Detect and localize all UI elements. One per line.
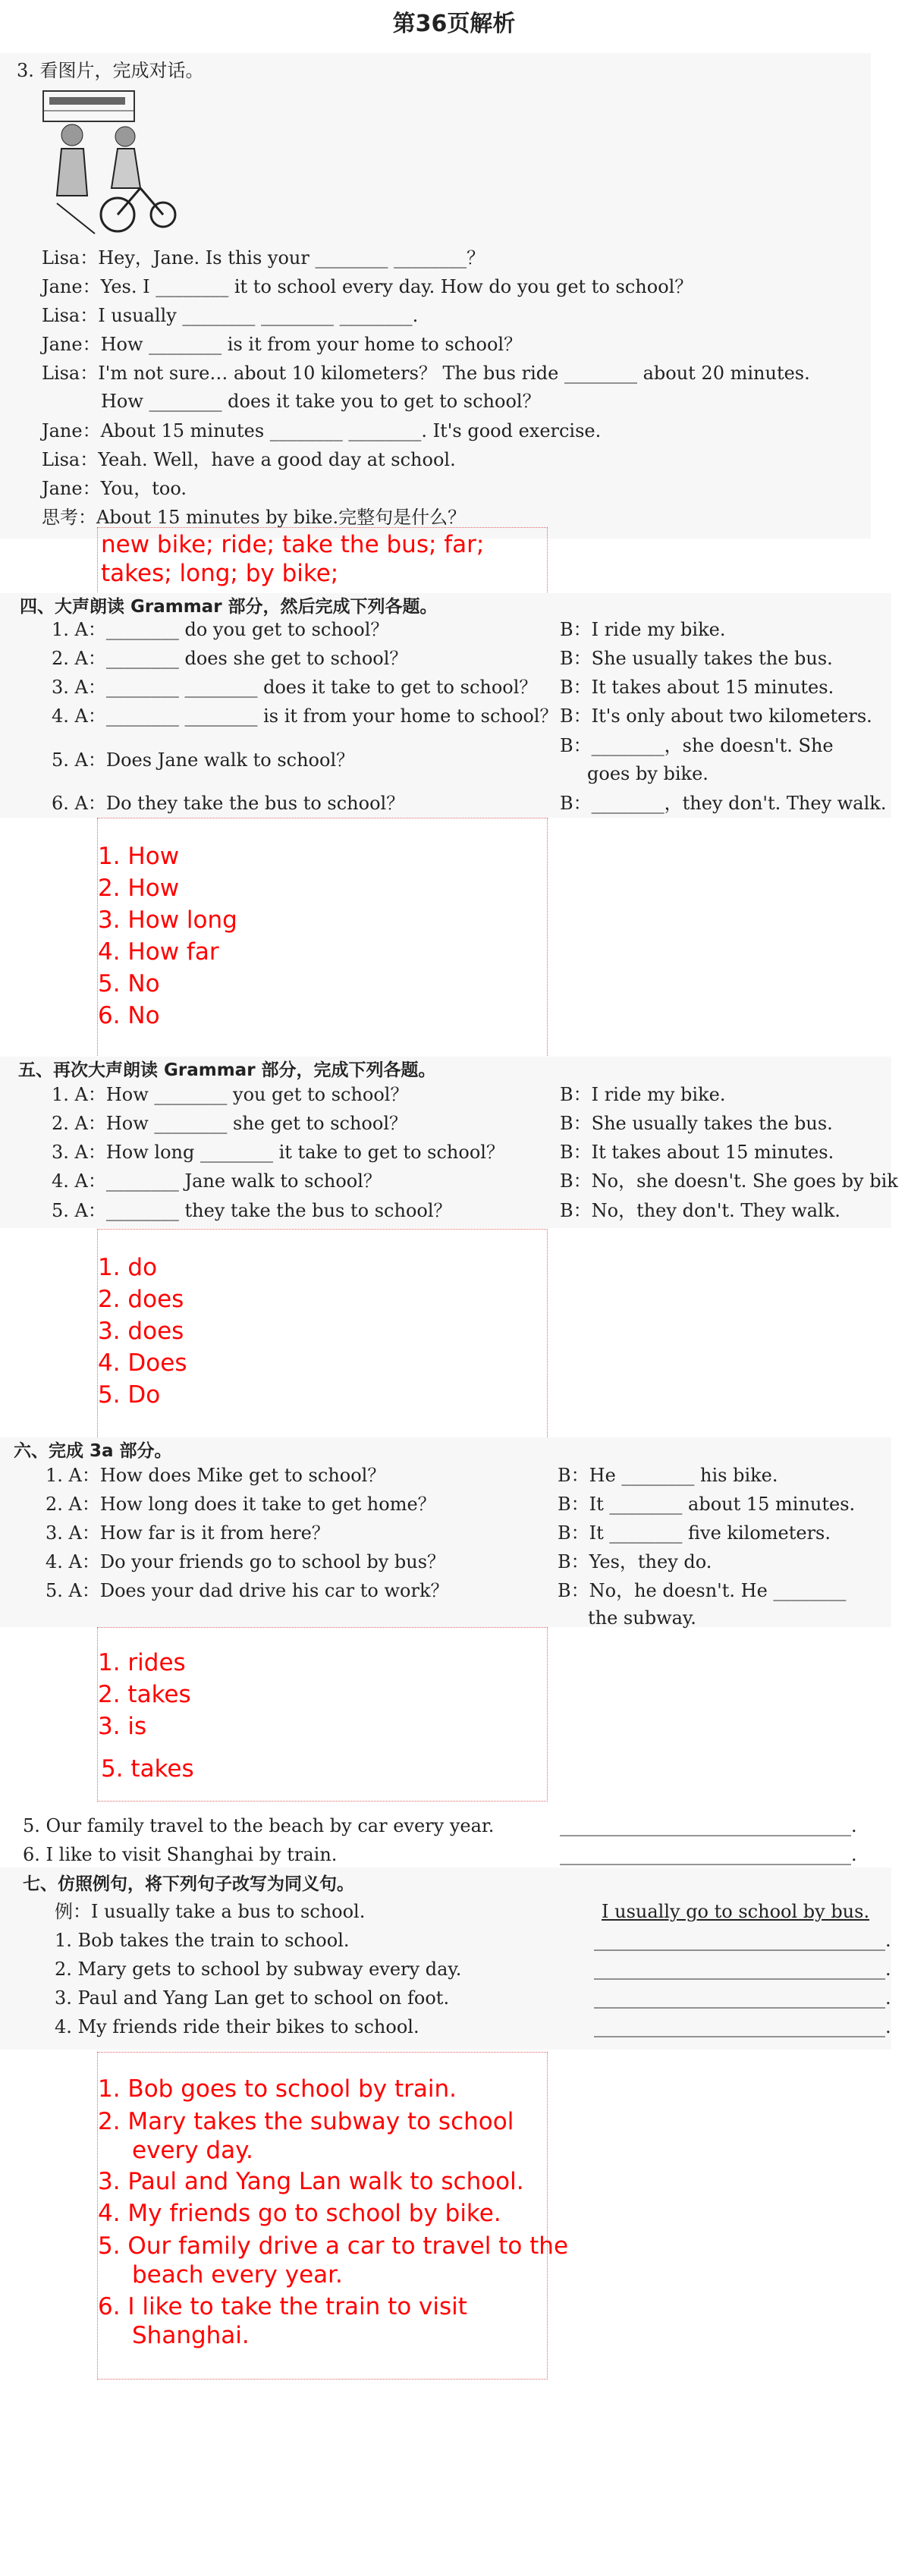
response-line: B：I ride my bike. <box>560 1084 726 1105</box>
response-line: B：No，she doesn't. She goes by bik <box>560 1170 898 1192</box>
answer-box-6 <box>97 1627 548 1802</box>
answer-line: 4. How far <box>98 938 219 966</box>
answer-box-3 <box>97 527 548 594</box>
answer-line: 1. do <box>98 1254 158 1281</box>
dialogue-line: Lisa：I'm not sure… about 10 kilometers？ The bus ride ________ about 20 minutes. <box>42 363 810 384</box>
response-line: B：It takes about 15 minutes. <box>560 677 834 698</box>
question-line: 3. A：________ ________ does it take to get to school？ <box>52 677 538 698</box>
dialogue-line: Jane：Yes. I ________ it to school every day. How do you get to school？ <box>42 276 693 297</box>
response-line: B：I ride my bike. <box>560 619 726 640</box>
question-line: 4. A：________ ________ is it from your home to school？ <box>52 705 558 727</box>
section-3-heading: 3. 看图片，完成对话。 <box>17 60 204 81</box>
answer-box-7 <box>97 2052 569 2380</box>
answer-line: 6. No <box>98 1002 160 1029</box>
response-line: B：________，they don't. They walk. <box>560 793 887 814</box>
question-line: 2. A：How ________ she get to school？ <box>52 1113 407 1134</box>
question-line: 1. A：How does Mike get to school？ <box>46 1465 386 1486</box>
response-line: B：It takes about 15 minutes. <box>560 1142 834 1163</box>
question-line: 2. A：________ does she get to school？ <box>52 648 408 669</box>
question-line: 5. Our family travel to the beach by car every year. <box>23 1815 495 1836</box>
question-line: 1. A：How ________ you get to school？ <box>52 1084 409 1105</box>
answer-line: 4. Does <box>98 1349 187 1377</box>
answer-box-5 <box>97 1229 548 1439</box>
response-line: B：No，they don't. They walk. <box>560 1200 840 1221</box>
answer-line: 3. How long <box>98 906 237 934</box>
answer-line: 6. I like to take the train to visit Shanghai. <box>98 2293 467 2349</box>
question-line: 例：I usually take a bus to school. <box>55 1901 366 1922</box>
response-line: B：________，she doesn't. She <box>560 735 834 756</box>
dialogue-line: Lisa：Hey，Jane. Is this your ________ ________？ <box>42 247 485 269</box>
answer-line: 1. rides <box>98 1649 186 1676</box>
response-line: B：It's only about two kilometers. <box>560 705 872 727</box>
answer-blank: ________________________________. <box>594 1959 891 1980</box>
answer-line: 5. No <box>98 970 160 997</box>
question-line: 1. Bob takes the train to school. <box>55 1930 350 1951</box>
answer-line: 2. How <box>98 875 180 902</box>
section-5-heading: 五、再次大声朗读 Grammar 部分，完成下列各题。 <box>18 1060 436 1080</box>
answer-line: 1. How <box>98 843 180 870</box>
response-line: the subway. <box>588 1607 696 1629</box>
question-line: 4. My friends ride their bikes to school. <box>55 2016 419 2037</box>
section-7-heading: 七、仿照例句，将下列句子改写为同义句。 <box>23 1874 354 1894</box>
question-line: 3. A：How long ________ it take to get to school？ <box>52 1142 504 1163</box>
example-answer: I usually go to school by bus. <box>602 1901 870 1922</box>
page-title: 第36页解析 <box>392 11 516 37</box>
answer-line: 5. Our family drive a car to travel to the beach every year. <box>98 2232 569 2289</box>
answer-line: 3. is <box>98 1713 147 1740</box>
question-line: 4. A：Do your friends go to school by bus？ <box>46 1551 446 1572</box>
thinking-question: 思考：About 15 minutes by bike.完整句是什么？ <box>42 507 467 528</box>
question-line: 3. Paul and Yang Lan get to school on foot. <box>55 1987 450 2009</box>
question-line: 6. I like to visit Shanghai by train. <box>23 1844 338 1865</box>
illustration-girl-on-bike <box>42 90 178 237</box>
answer-blank: ________________________________. <box>594 1987 891 2009</box>
response-line: B：He ________ his bike. <box>558 1465 778 1486</box>
dialogue-line: How ________ does it take you to get to school？ <box>101 391 541 412</box>
dialogue-line: Lisa：Yeah. Well，have a good day at school. <box>42 449 456 470</box>
response-line: B：It ________ five kilometers. <box>558 1522 831 1544</box>
question-line: 5. A：________ they take the bus to school？ <box>52 1200 452 1221</box>
answer-line: 2. Mary takes the subway to school every day. <box>98 2108 514 2164</box>
answer-blank: ________________________________. <box>560 1844 857 1865</box>
answer-line: new bike; ride; take the bus; far; <box>101 531 485 558</box>
question-line: 6. A：Do they take the bus to school？ <box>52 793 405 814</box>
dialogue-line: Lisa：I usually ________ ________ ________. <box>42 305 419 326</box>
question-line: 4. A：________ Jane walk to school？ <box>52 1170 382 1192</box>
section-4-heading: 四、大声朗读 Grammar 部分，然后完成下列各题。 <box>20 597 438 617</box>
answer-line: 1. Bob goes to school by train. <box>98 2075 457 2103</box>
answer-blank: ________________________________. <box>594 2016 891 2037</box>
question-line: 2. A：How long does it take to get home？ <box>46 1494 436 1515</box>
question-line: 5. A：Does Jane walk to school？ <box>52 749 355 771</box>
response-line: B：No，he doesn't. He ________ <box>558 1580 847 1601</box>
answer-line: 2. takes <box>98 1681 191 1708</box>
question-line: 3. A：How far is it from here？ <box>46 1522 330 1544</box>
answer-line: takes; long; by bike; <box>101 560 339 587</box>
answer-blank: ________________________________. <box>594 1930 891 1951</box>
answer-line: 3. does <box>98 1318 184 1345</box>
response-line: B：She usually takes the bus. <box>560 648 833 669</box>
response-line: goes by bike. <box>587 763 708 784</box>
answer-line: 5. takes <box>101 1755 194 1783</box>
answer-line: 3. Paul and Yang Lan walk to school. <box>98 2168 524 2195</box>
dialogue-line: Jane：You，too. <box>42 478 187 499</box>
answer-line: 2. does <box>98 1286 184 1313</box>
section-6-heading: 六、完成 3a 部分。 <box>14 1441 172 1461</box>
question-line: 1. A：________ do you get to school？ <box>52 619 389 640</box>
response-line: B：It ________ about 15 minutes. <box>558 1494 856 1515</box>
answer-line: 4. My friends go to school by bike. <box>98 2200 501 2227</box>
dialogue-line: Jane：How ________ is it from your home to school？ <box>42 334 523 355</box>
question-line: 5. A：Does your dad drive his car to work？ <box>46 1580 449 1601</box>
answer-line: 5. Do <box>98 1381 161 1409</box>
question-line: 2. Mary gets to school by subway every day. <box>55 1959 462 1980</box>
dialogue-line: Jane：About 15 minutes ________ ________. It's good exercise. <box>42 420 602 441</box>
response-line: B：Yes，they do. <box>558 1551 712 1572</box>
answer-box-4 <box>97 818 548 1059</box>
response-line: B：She usually takes the bus. <box>560 1113 833 1134</box>
answer-blank: ________________________________. <box>560 1815 857 1836</box>
